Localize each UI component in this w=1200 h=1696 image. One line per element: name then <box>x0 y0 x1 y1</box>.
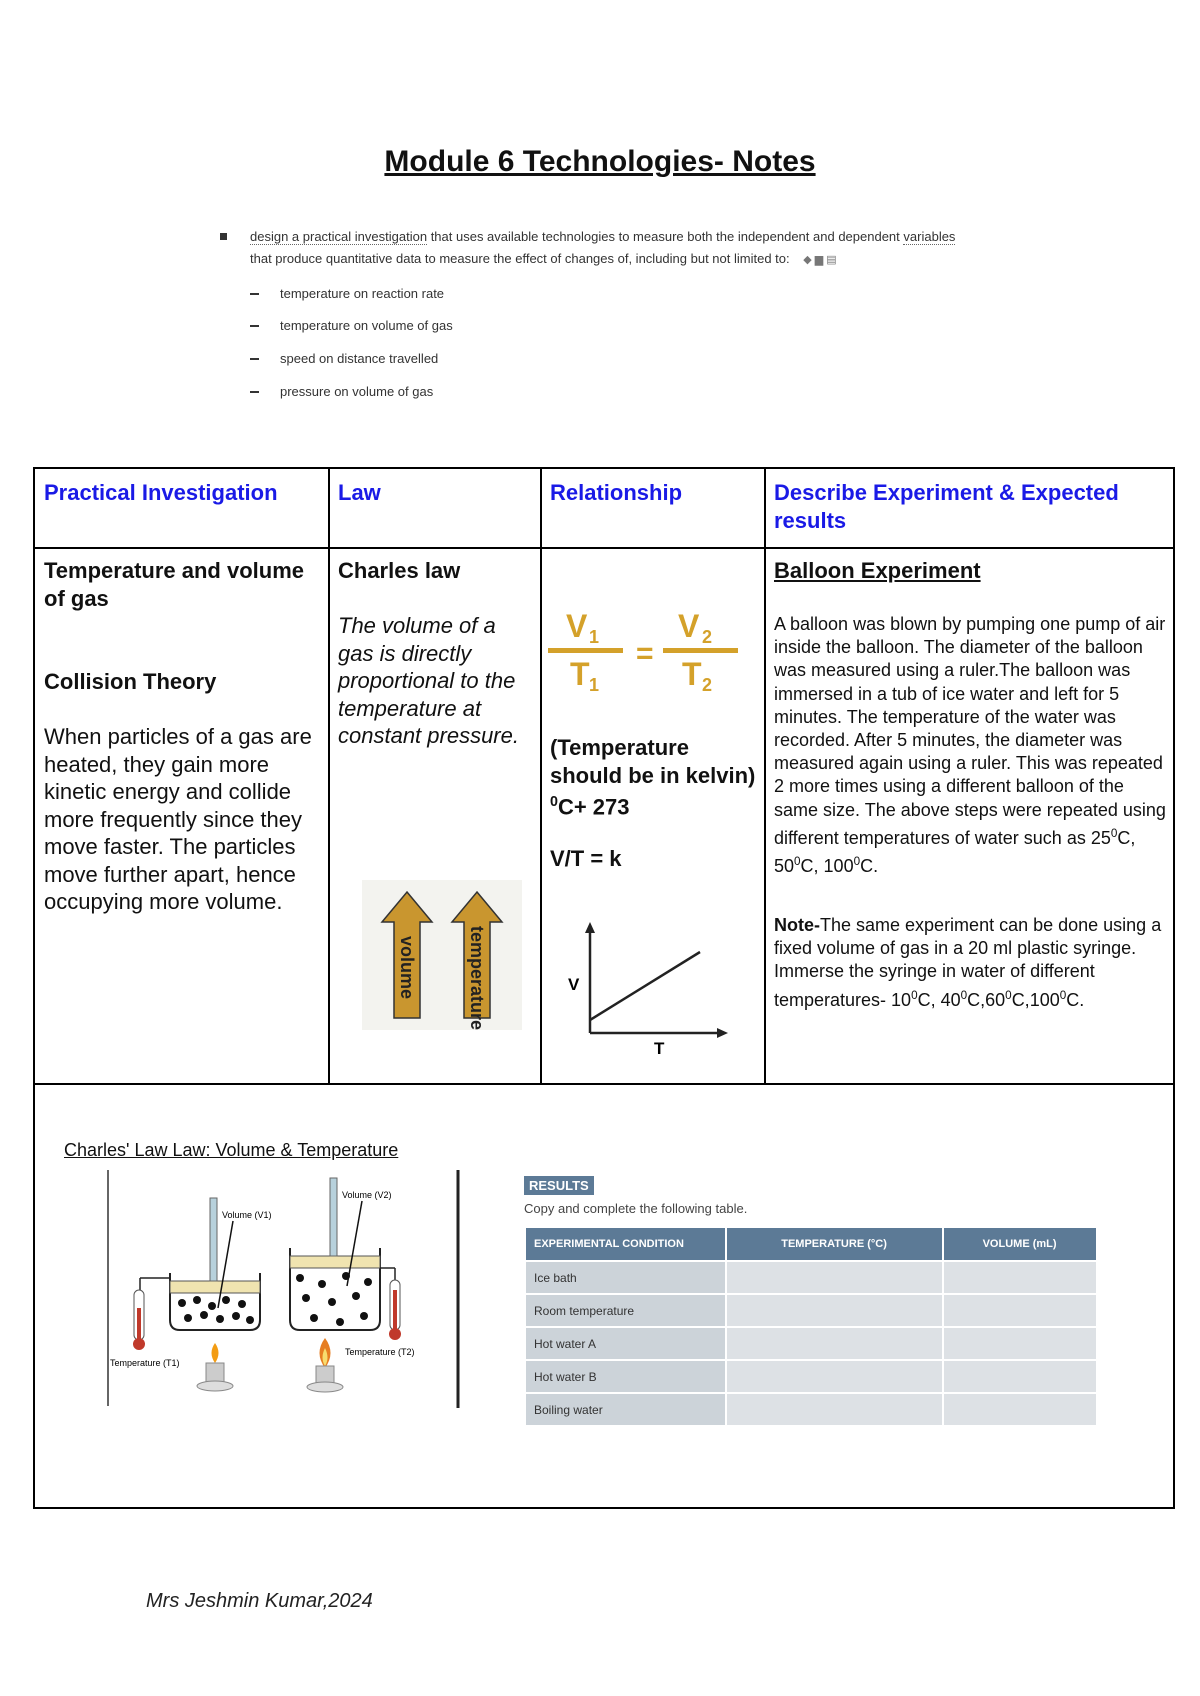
law-statement: The volume of a gas is directly proportional to the temperature at constant pressure. <box>338 613 519 749</box>
svg-text:=: = <box>636 637 654 670</box>
table-row: Boiling water <box>525 1393 1097 1426</box>
table-row: Room temperature <box>525 1294 1097 1327</box>
header-practical-investigation: Practical Investigation <box>44 480 278 505</box>
outcome-link[interactable]: design a practical investigation <box>250 229 428 244</box>
results-table <box>524 1226 1098 1427</box>
charles-law-diagram <box>100 1168 470 1418</box>
svg-text:Volume (V2): Volume (V2) <box>342 1190 392 1200</box>
experiment-description: A balloon was blown by pumping one pump of air inside the balloon. The diameter of the balloon was measured using a ruler.The balloon was immersed in a tub of ice water and left for 5 minutes. The temperature of the water was recorded. After 5 minutes, the diameter was measured again using a ruler. This was repeated 2 more times using a different balloon of the same size. The above steps were repeated using different temperatures of water such as $25^0C$, $50^0C$, $100^0C$. <box>774 614 1166 877</box>
header-experiment: Describe Experiment & Expected results <box>774 480 1119 533</box>
list-item: pressure on volume of gas <box>220 382 980 402</box>
svg-text:2: 2 <box>702 627 713 647</box>
header-law: Law <box>338 480 381 505</box>
theory-title: Collision Theory <box>44 669 217 694</box>
row-divider <box>35 547 1173 549</box>
column-header: VOLUME (mL) <box>943 1227 1097 1261</box>
axis-arrow-icon <box>585 922 595 933</box>
svg-text:temperature: temperature <box>467 926 487 1030</box>
header-relationship: Relationship <box>550 480 683 505</box>
outcome-icons: ◆ ▆ ▤ <box>803 254 837 266</box>
svg-text:1: 1 <box>589 627 600 647</box>
svg-text:volume: volume <box>397 936 417 1000</box>
column-divider <box>540 469 542 1085</box>
list-item: temperature on volume of gas <box>220 316 980 336</box>
svg-text:V: V <box>566 608 588 644</box>
svg-text:V: V <box>568 975 580 994</box>
svg-text:V: V <box>678 608 700 644</box>
experiment-note: Note-The same experiment can be done using a fixed volume of gas in a 20 ml plastic syringe. Immerse the syringe in water of different temperatures- $10^0C$, $40^0C,60^0C,100^0C$. <box>774 915 1162 1010</box>
list-item: temperature on reaction rate <box>220 284 980 304</box>
column-divider <box>764 469 766 1085</box>
experiment-title: Balloon Experiment <box>774 558 981 583</box>
outcome-link-variables[interactable]: variables <box>903 229 956 244</box>
outcome-text-2: that produce quantitative data to measure the effect of changes of, including but not limited to: <box>250 251 790 266</box>
kelvin-note: (Temperature should be in kelvin) $^0$C+ 273 <box>550 735 756 820</box>
table-row: Hot water B <box>525 1360 1097 1393</box>
page-title: Module 6 Technologies- Notes <box>384 145 816 178</box>
charles-law-formula <box>548 605 738 695</box>
column-header: EXPERIMENTAL CONDITION <box>525 1227 726 1261</box>
svg-text:2: 2 <box>702 675 713 695</box>
dash-icon <box>250 391 259 393</box>
results-instruction: Copy and complete the following table. <box>524 1201 748 1216</box>
table-header-row <box>525 1227 1097 1261</box>
outcome-bullet <box>220 226 980 271</box>
column-header: TEMPERATURE (°C) <box>726 1227 943 1261</box>
investigation-title: Temperature and volume of gas <box>44 558 304 611</box>
proportional-arrows <box>362 880 522 1030</box>
syllabus-outcome <box>220 226 980 402</box>
dash-icon <box>250 293 259 295</box>
axis-arrow-icon <box>717 1028 728 1038</box>
row-divider <box>35 1083 1173 1085</box>
svg-text:Temperature (T1): Temperature (T1) <box>110 1358 180 1368</box>
square-bullet-icon <box>220 233 227 240</box>
v-t-graph <box>560 918 740 1058</box>
list-item: speed on distance travelled <box>220 349 980 369</box>
vt-constant: V/T = k <box>550 846 622 871</box>
law-name: Charles law <box>338 558 461 583</box>
svg-text:1: 1 <box>589 675 600 695</box>
proportional-line <box>590 952 700 1020</box>
svg-text:T: T <box>654 1039 665 1058</box>
svg-text:T: T <box>570 656 590 692</box>
dash-icon <box>250 325 259 327</box>
theory-text: When particles of a gas are heated, they gain more kinetic energy and collide more frequently since they move faster. The particles move further apart, hence occupying more volume. <box>44 724 312 914</box>
svg-text:T: T <box>682 656 702 692</box>
results-panel <box>524 1176 1098 1427</box>
svg-text:Volume (V1): Volume (V1) <box>222 1210 272 1220</box>
results-tag: RESULTS <box>524 1176 594 1195</box>
column-divider <box>328 469 330 1085</box>
dash-icon <box>250 358 259 360</box>
author-footer: Mrs Jeshmin Kumar,2024 <box>146 1590 373 1612</box>
diagram-title: Charles' Law Law: Volume & Temperature <box>64 1140 399 1160</box>
table-row: Hot water A <box>525 1327 1097 1360</box>
svg-text:Temperature (T2): Temperature (T2) <box>345 1347 415 1357</box>
table-row: Ice bath <box>525 1261 1097 1294</box>
outcome-text: that uses available technologies to measure both the independent and dependent <box>430 229 900 244</box>
